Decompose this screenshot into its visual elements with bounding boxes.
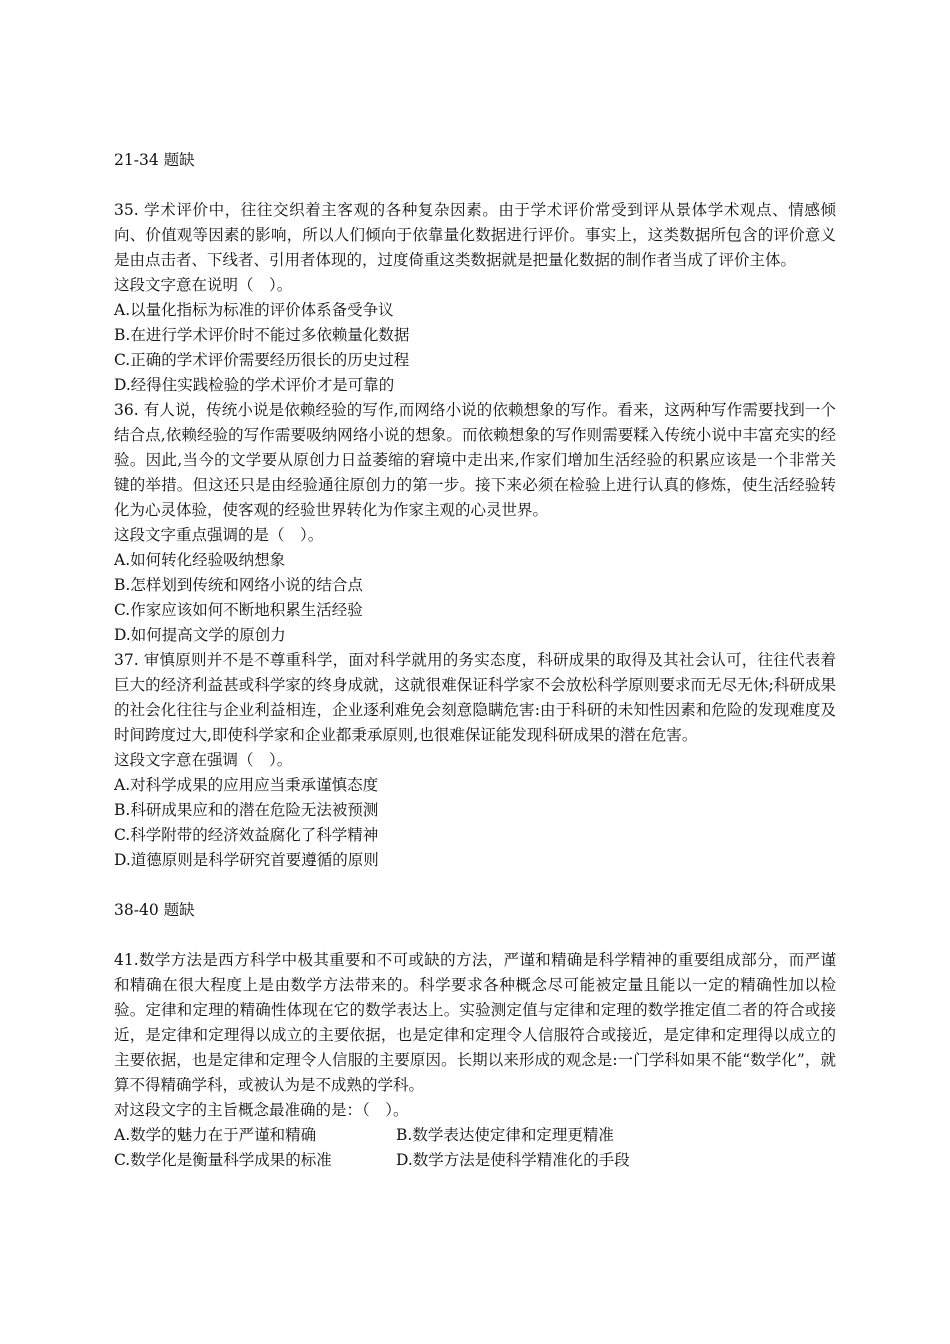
missing-questions-note-38-40: 38-40 题缺 — [114, 901, 195, 919]
question-35 — [114, 198, 836, 398]
question-41-option-b: B.数学表达使定律和定理更精准 — [396, 1126, 614, 1144]
missing-questions-note-21-34: 21-34 题缺 — [114, 151, 195, 169]
question-41-prompt: 对这段文字的主旨概念最准确的是：（ ）。 — [114, 1101, 409, 1119]
question-41 — [114, 948, 836, 1173]
question-35-option-a: A.以量化指标为标准的评价体系备受争议 — [114, 301, 394, 319]
question-41-options-row-2 — [114, 1148, 836, 1173]
question-36-option-c: C.作家应该如何不断地积累生活经验 — [114, 601, 363, 619]
document-content — [114, 148, 836, 1173]
question-35-option-b: B.在进行学术评价时不能过多依赖量化数据 — [114, 326, 410, 344]
question-41-option-c: C.数学化是衡量科学成果的标准 — [114, 1151, 332, 1169]
question-35-passage: 35. 学术评价中，往往交织着主客观的各种复杂因素。由于学术评价常受到评从景体学术观点、情感倾向、价值观等因素的影响，所以人们倾向于依靠量化数据进行评价。事实上，这类数据所包含的评价意义是由点击者、下线者、引用者体现的，过度倚重这类数据就是把量化数据的制作者当成了评价主体。 — [114, 201, 836, 269]
question-36-option-a: A.如何转化经验吸纳想象 — [114, 551, 286, 569]
question-36 — [114, 398, 836, 648]
question-41-option-d: D.数学方法是使科学精准化的手段 — [396, 1151, 630, 1169]
question-37-option-c: C.科学附带的经济效益腐化了科学精神 — [114, 826, 379, 844]
question-36-option-d: D.如何提高文学的原创力 — [114, 626, 286, 644]
question-36-passage: 36. 有人说，传统小说是依赖经验的写作,而网络小说的依赖想象的写作。看来，这两种写作需要找到一个结合点,依赖经验的写作需要吸纳网络小说的想象。而依赖想象的写作则需要糅入传统小说中丰富充实的经验。因此,当今的文学要从原创力日益萎缩的窘境中走出来,作家们增加生活经验的积累应该是一个非常关键的举措。但这还只是由经验通往原创力的第一步。接下来必须在检验上进行认真的修炼，使生活经验转化为心灵体验，使客观的经验世界转化为作家主观的心灵世界。 — [114, 401, 836, 519]
question-41-options-row-1 — [114, 1123, 836, 1148]
question-37-option-b: B.科研成果应和的潜在危险无法被预测 — [114, 801, 379, 819]
question-36-prompt: 这段文字重点强调的是（ ）。 — [114, 526, 324, 544]
question-37-option-d: D.道德原则是科学研究首要遵循的原则 — [114, 851, 379, 869]
question-37-prompt: 这段文字意在强调（ ）。 — [114, 751, 293, 769]
question-36-option-b: B.怎样划到传统和网络小说的结合点 — [114, 576, 363, 594]
question-37-option-a: A.对科学成果的应用应当秉承谨慎态度 — [114, 776, 379, 794]
question-41-passage: 41.数学方法是西方科学中极其重要和不可或缺的方法，严谨和精确是科学精神的重要组成部分，而严谨和精确在很大程度上是由数学方法带来的。科学要求各种概念尽可能被定量且能以一定的精确性加以检验。定律和定理的精确性体现在它的数学表达上。实验测定值与定律和定理的数学推定值二者的符合或接近，是定律和定理得以成立的主要依据，也是定律和定理令人信服符合或接近，是定律和定理得以成立的主要依据，也是定律和定理令人信服的主要原因。长期以来形成的观念是:一门学科如果不能“数学化”，就算不得精确学科，或被认为是不成熟的学科。 — [114, 951, 836, 1094]
question-37 — [114, 648, 836, 873]
question-41-option-a: A.数学的魅力在于严谨和精确 — [114, 1126, 317, 1144]
question-35-option-c: C.正确的学术评价需要经历很长的历史过程 — [114, 351, 410, 369]
question-35-prompt: 这段文字意在说明（ ）。 — [114, 276, 293, 294]
question-35-option-d: D.经得住实践检验的学术评价才是可靠的 — [114, 376, 395, 394]
question-37-passage: 37. 审慎原则并不是不尊重科学，面对科学就用的务实态度，科研成果的取得及其社会认可，往往代表着巨大的经济利益甚或科学家的终身成就，这就很难保证科学家不会放松科学原则要求而无尽无休;科研成果的社会化往往与企业利益相连，企业逐利难免会刻意隐瞒危害:由于科研的未知性因素和危险的发现难度及时间跨度过大,即使科学家和企业都秉承原则,也很难保证能发现科研成果的潜在危害。 — [114, 651, 836, 744]
